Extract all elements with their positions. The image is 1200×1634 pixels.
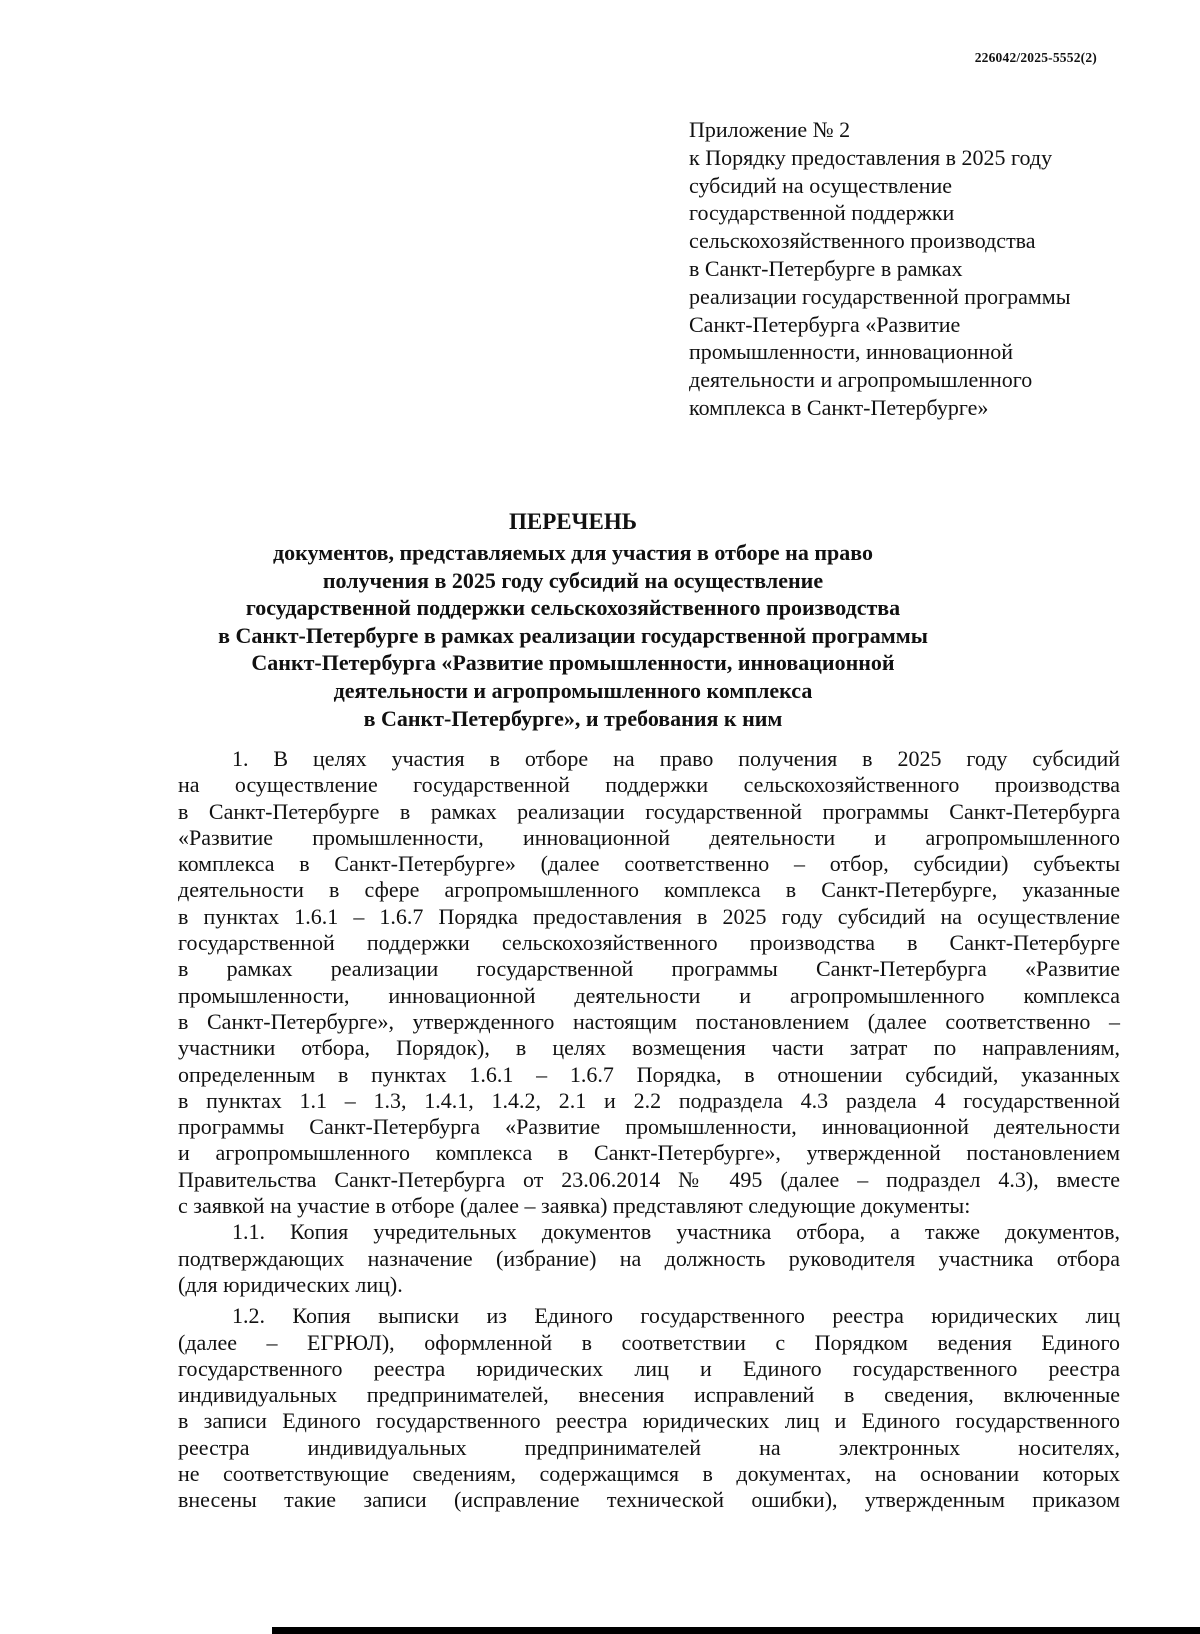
body-line: Правительства Санкт-Петербурга от 23.06.2014 № 495 (далее – подраздел 4.3), вместе <box>178 1166 1120 1192</box>
body-line: деятельности в сфере агропромышленного комплекса в Санкт-Петербурге, указанные <box>178 877 1120 903</box>
body-line: с заявкой на участие в отборе (далее – заявка) представляют следующие документы: <box>178 1193 971 1219</box>
body-line: комплекса в Санкт-Петербурге» (далее соответственно – отбор, субсидии) субъекты <box>178 851 1120 877</box>
scan-bottom-edge <box>272 1627 1200 1634</box>
body-line: индивидуальных предпринимателей, внесения исправлений в сведения, включенные <box>178 1382 1120 1408</box>
body-line: 1.1. Копия учредительных документов участника отбора, а также документов, <box>232 1219 1120 1245</box>
appendix-line: субсидий на осуществление <box>689 172 953 198</box>
body-line: реестра индивидуальных предпринимателей на электронных носителях, <box>178 1434 1120 1460</box>
body-line: в записи Единого государственного реестра юридических лиц и Единого государственного <box>178 1408 1120 1434</box>
appendix-line: в Санкт-Петербурге в рамках <box>689 255 963 281</box>
body-line: на осуществление государственной поддержки сельскохозяйственного производства <box>178 772 1120 798</box>
body-line: программы Санкт-Петербурга «Развитие промышленности, инновационной деятельности <box>178 1114 1120 1140</box>
body-line: государственного реестра юридических лиц и Единого государственного реестра <box>178 1355 1120 1381</box>
appendix-header <box>689 116 1129 422</box>
appendix-line: промышленности, инновационной <box>689 339 1014 365</box>
body-line: участники отбора, Порядок), в целях возмещения части затрат по направлениям, <box>178 1035 1120 1061</box>
body-line: в Санкт-Петербурге в рамках реализации государственной программы Санкт-Петербурга <box>178 798 1120 824</box>
document-registration-number: 226042/2025-5552(2) <box>974 50 1097 65</box>
body-line: государственной поддержки сельскохозяйственного производства в Санкт-Петербурге <box>178 930 1120 956</box>
body-line: промышленности, инновационной деятельности и агропромышленного комплекса <box>178 982 1120 1008</box>
subtitle-line: Санкт-Петербурга «Развитие промышленности, инновационной <box>251 650 895 676</box>
paragraph-1 <box>178 746 1120 1219</box>
document-title: ПЕРЕЧЕНЬ <box>509 509 637 534</box>
item-1-2 <box>178 1303 1120 1513</box>
appendix-line: Санкт-Петербурга «Развитие <box>689 311 961 337</box>
body-line: (для юридических лиц). <box>178 1271 403 1297</box>
appendix-line: к Порядку предоставления в 2025 году <box>689 144 1053 170</box>
body-line: «Развитие промышленности, инновационной деятельности и агропромышленного <box>178 824 1120 850</box>
body-line: 1. В целях участия в отборе на право получения в 2025 году субсидий <box>232 746 1120 771</box>
document-title-block <box>150 507 996 732</box>
appendix-line: сельскохозяйственного производства <box>689 228 1036 254</box>
appendix-line: реализации государственной программы <box>689 283 1071 309</box>
item-1-1 <box>178 1219 1120 1298</box>
subtitle-line: в Санкт-Петербурге», и требования к ним <box>363 705 783 731</box>
appendix-line: Приложение № 2 <box>689 117 851 142</box>
body-line: в Санкт-Петербурге», утвержденного настоящим постановлением (далее соответственно – <box>178 1008 1120 1034</box>
body-line: в рамках реализации государственной программы Санкт-Петербурга «Развитие <box>178 956 1120 982</box>
body-line: не соответствующие сведениям, содержащимся в документах, на основании которых <box>178 1461 1120 1487</box>
appendix-line: государственной поддержки <box>689 200 955 226</box>
subtitle-line: в Санкт-Петербурге в рамках реализации государственной программы <box>218 622 928 648</box>
document-subtitle <box>150 539 996 732</box>
body-line: 1.2. Копия выписки из Единого государственного реестра юридических лиц <box>232 1303 1120 1329</box>
body-line: в пунктах 1.1 – 1.3, 1.4.1, 1.4.2, 2.1 и 2.2 подраздела 4.3 раздела 4 государственной <box>178 1087 1120 1113</box>
appendix-line: деятельности и агропромышленного <box>689 367 1033 393</box>
subtitle-line: деятельности и агропромышленного комплекса <box>333 677 813 703</box>
body-line: в пунктах 1.6.1 – 1.6.7 Порядка предоставления в 2025 году субсидий на осуществление <box>178 903 1120 929</box>
subtitle-line: получения в 2025 году субсидий на осуществление <box>322 567 824 593</box>
body-line: подтверждающих назначение (избрание) на должность руководителя участника отбора <box>178 1245 1120 1271</box>
appendix-line: комплекса в Санкт-Петербурге» <box>689 394 989 420</box>
body-line: определенным в пунктах 1.6.1 – 1.6.7 Порядка, в отношении субсидий, указанных <box>178 1061 1120 1087</box>
document-body <box>178 746 1120 1514</box>
subtitle-line: государственной поддержки сельскохозяйственного производства <box>245 595 901 621</box>
body-line: и агропромышленного комплекса в Санкт-Петербурге», утвержденной постановлением <box>178 1140 1120 1166</box>
body-line: внесены такие записи (исправление технической ошибки), утвержденным приказом <box>178 1487 1120 1513</box>
body-line: (далее – ЕГРЮЛ), оформленной в соответствии с Порядком ведения Единого <box>178 1329 1120 1355</box>
subtitle-line: документов, представляемых для участия в отборе на право <box>273 540 873 565</box>
